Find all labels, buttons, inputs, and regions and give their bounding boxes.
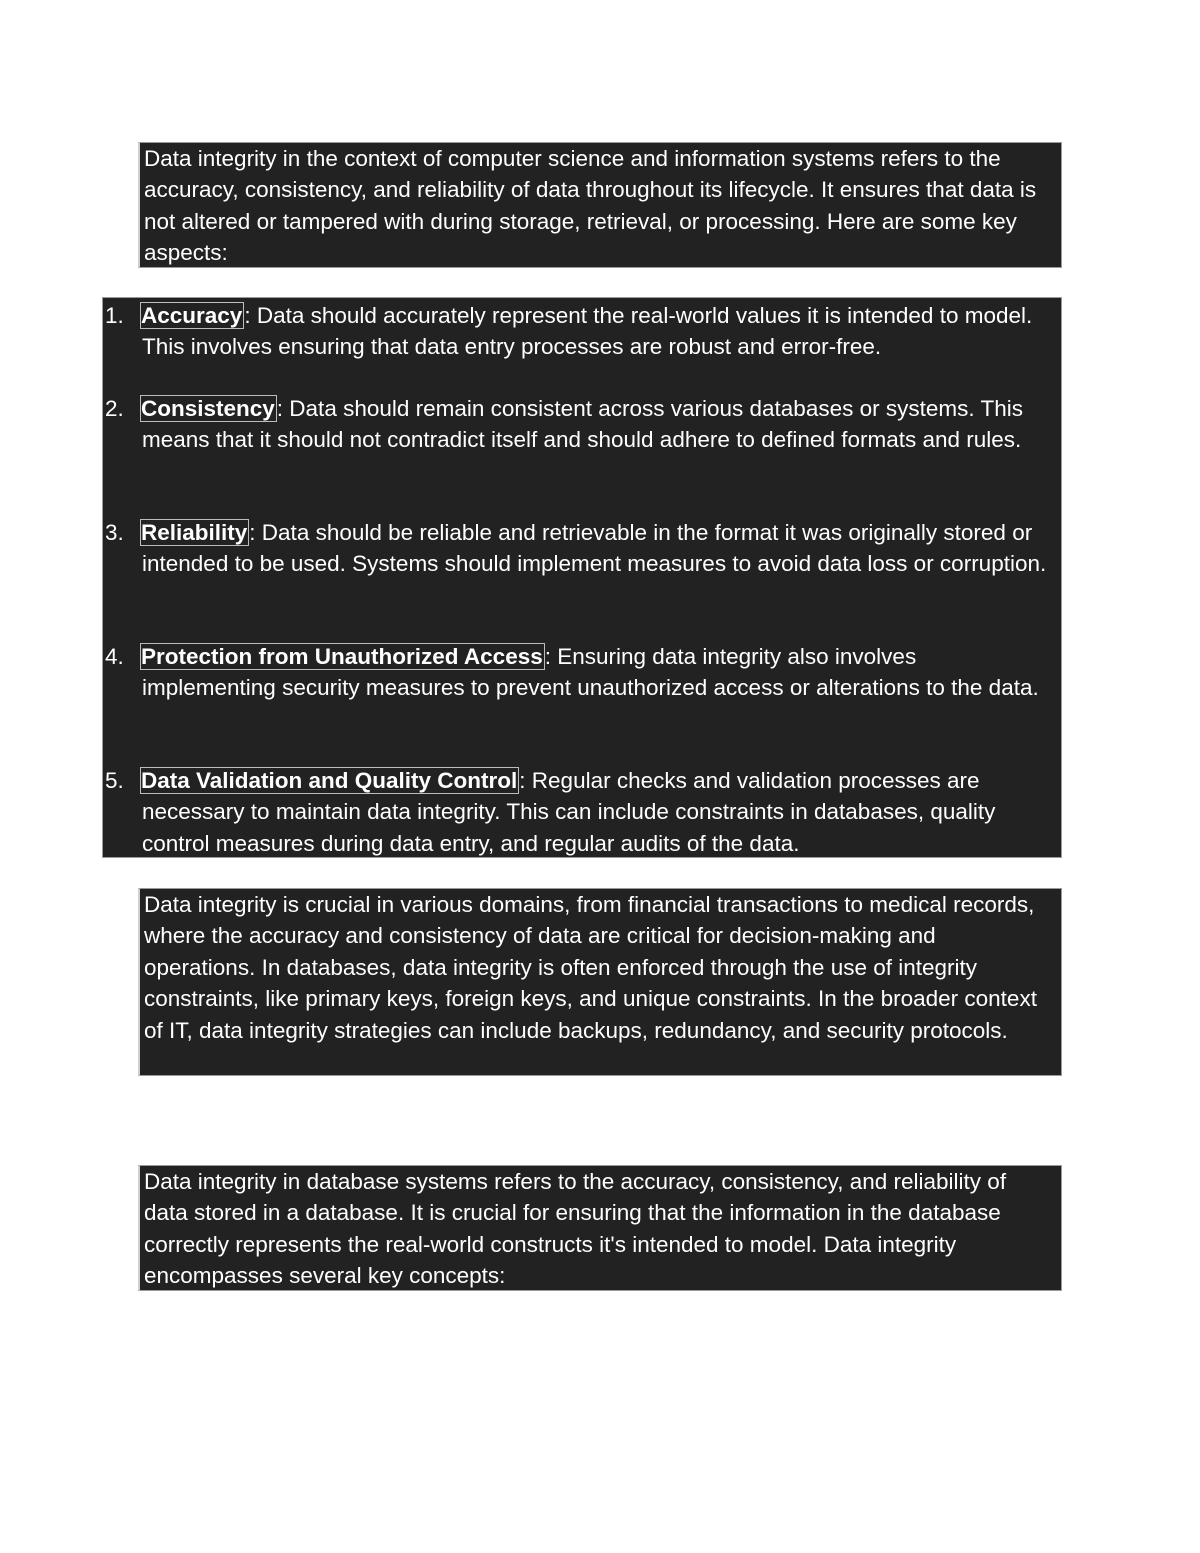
list-item-term: Reliability <box>141 520 248 545</box>
database-intro-paragraph: Data integrity in database systems refers to the accuracy, consistency, and reliability of data stored in a database. It is crucial for ensuring that the information in the database correctly represents the real-world constructs it's intended to model. Data integrity encompasses several key concepts: <box>138 1165 1062 1291</box>
list-item-term: Accuracy <box>141 303 243 328</box>
list-item-description: : Data should accurately represent the real-world values it is intended to model. This involves ensuring that data entry processes are robust and error-free. <box>142 303 1033 360</box>
list-item-term: Protection from Unauthorized Access <box>141 644 543 669</box>
closing-paragraph: Data integrity is crucial in various domains, from financial transactions to medical records, where the accuracy and consistency of data are critical for decision-making and operations. In databases, data integrity is often enforced through the use of integrity constraints, like primary keys, foreign keys, and unique constraints. In the broader context of IT, data integrity strategies can include backups, redundancy, and security protocols. <box>138 888 1062 1076</box>
key-aspects-list <box>102 297 1062 858</box>
list-item-description: : Data should be reliable and retrievable in the format it was originally stored or intended to be used. Systems should implement measures to avoid data loss or corruption. <box>142 520 1047 577</box>
list-item-number: 3. <box>105 520 124 545</box>
list-item-number: 1. <box>105 303 124 328</box>
list-item-term: Consistency <box>141 396 275 421</box>
list-item-description: : Ensuring data integrity also involves implementing security measures to prevent unauthorized access or alterations to the data. <box>142 644 1039 701</box>
list-item-description: : Data should remain consistent across various databases or systems. This means that it should not contradict itself and should adhere to defined formats and rules. <box>142 396 1023 453</box>
list-item-number: 4. <box>105 644 124 669</box>
list-item-description: : Regular checks and validation processes are necessary to maintain data integrity. This can include constraints in databases, quality control measures during data entry, and regular audits of the data. <box>142 768 996 856</box>
list-item-term: Data Validation and Quality Control <box>141 768 518 793</box>
list-item-number: 2. <box>105 396 124 421</box>
intro-paragraph: Data integrity in the context of computer science and information systems refers to the accuracy, consistency, and reliability of data throughout its lifecycle. It ensures that data is not altered or tampered with during storage, retrieval, or processing. Here are some key aspects: <box>138 142 1062 268</box>
list-item-number: 5. <box>105 768 124 793</box>
